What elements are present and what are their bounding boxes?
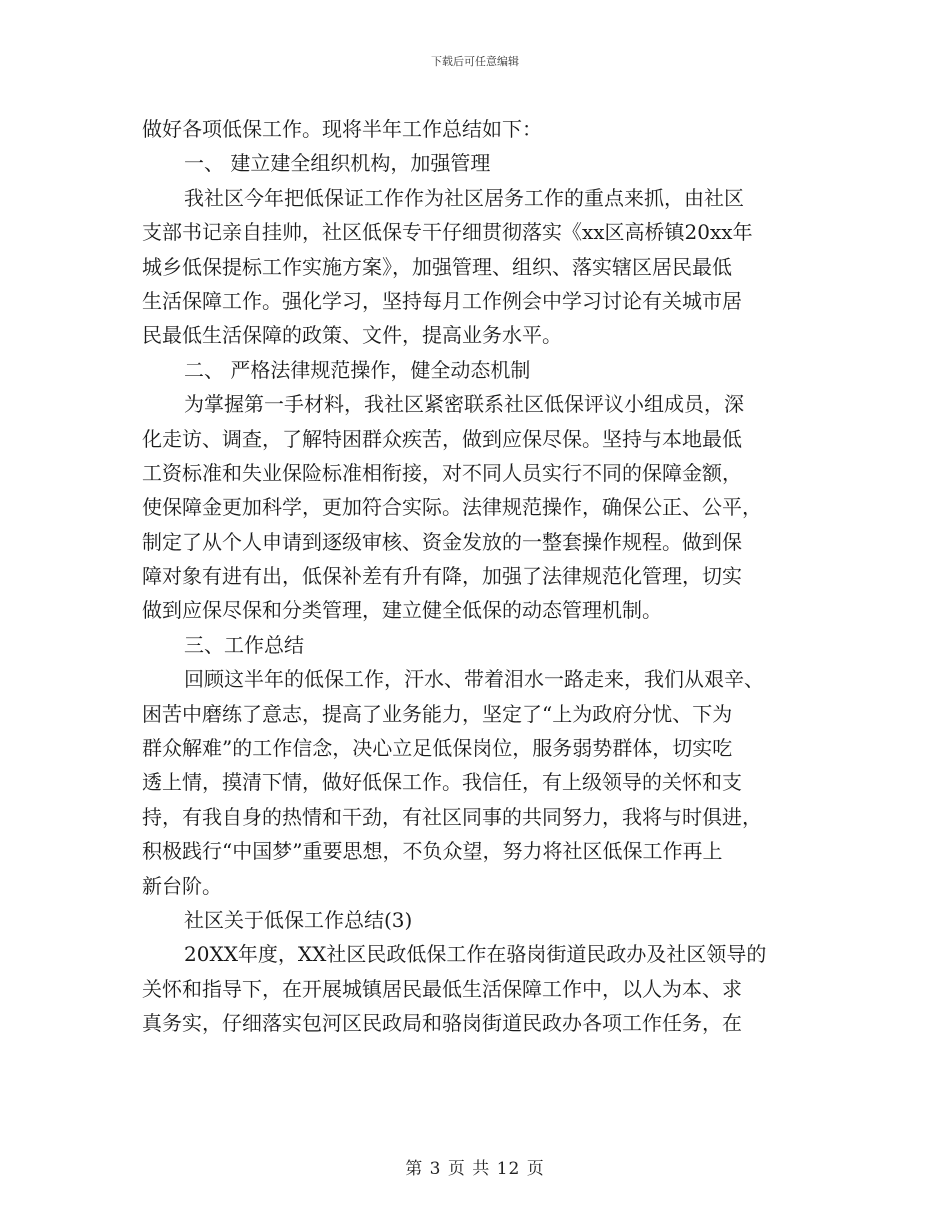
document-body [142, 112, 810, 1041]
section-heading: 社区关于低保工作总结(3) [184, 907, 413, 932]
paragraph-line: 城乡低保提标工作实施方案》，加强管理、组织、落实辖区居民最低 [142, 254, 732, 279]
paragraph-line: 回顾这半年的低保工作，汗水、带着泪水一路走来，我们从艰辛、 [184, 667, 764, 692]
paragraph-line: 制定了从个人申请到逐级审核、资金发放的一整套操作规程。做到保 [142, 529, 742, 554]
paragraph-line: 真务实，仔细落实包河区民政局和骆岗街道民政办各项工作任务，在 [142, 1011, 742, 1036]
paragraph-line: 生活保障工作。强化学习，坚持每月工作例会中学习讨论有关城市居 [142, 288, 742, 313]
paragraph-line: 群众解难”的工作信念，决心立足低保岗位，服务弱势群体，切实吃 [142, 736, 733, 761]
paragraph-line: 透上情，摸清下情，做好低保工作。我信任，有上级领导的关怀和支 [142, 770, 742, 795]
paragraph-line: 使保障金更加科学，更加符合实际。法律规范操作，确保公正、公平， [142, 495, 762, 520]
page-footer: 第 3 页 共 12 页 [405, 1159, 545, 1179]
paragraph-line: 关怀和指导下，在开展城镇居民最低生活保障工作中，以人为本、求 [142, 976, 742, 1001]
section-heading: 一、 建立建全组织机构，加强管理 [184, 151, 491, 176]
section-heading: 三、工作总结 [184, 632, 304, 657]
paragraph-line: 持，有我自身的热情和干劲，有社区同事的共同努力，我将与时俱进， [142, 804, 762, 829]
paragraph-line: 支部书记亲自挂帅，社区低保专干仔细贯彻落实《xx区高桥镇20xx年 [142, 220, 753, 245]
paragraph-line: 积极践行“中国梦”重要思想，不负众望，努力将社区低保工作再上 [142, 839, 723, 864]
paragraph-line: 为掌握第一手材料，我社区紧密联系社区低保评议小组成员，深 [184, 392, 744, 417]
page-header: 下载后可任意编辑 [431, 55, 519, 68]
paragraph-line: 障对象有进有出，低保补差有升有降，加强了法律规范化管理，切实 [142, 564, 742, 589]
paragraph-line: 困苦中磨练了意志，提高了业务能力，坚定了“上为政府分忧、下为 [142, 701, 733, 726]
paragraph-line: 民最低生活保障的政策、文件，提高业务水平。 [142, 323, 562, 348]
paragraph-line: 化走访、调查，了解特困群众疾苦，做到应保尽保。坚持与本地最低 [142, 426, 742, 451]
paragraph-line: 20XX年度，XX社区民政低保工作在骆岗街道民政办及社区领导的 [184, 942, 767, 967]
paragraph-line: 我社区今年把低保证工作作为社区居务工作的重点来抓，由社区 [184, 185, 744, 210]
section-heading: 二、 严格法律规范操作，健全动态机制 [184, 357, 531, 382]
paragraph-line: 做好各项低保工作。现将半年工作总结如下： [142, 117, 542, 141]
paragraph-line: 做到应保尽保和分类管理，建立健全低保的动态管理机制。 [142, 598, 662, 623]
paragraph-line: 工资标准和失业保险标准相衔接，对不同人员实行不同的保障金额， [142, 460, 742, 485]
paragraph-line: 新台阶。 [142, 873, 222, 898]
